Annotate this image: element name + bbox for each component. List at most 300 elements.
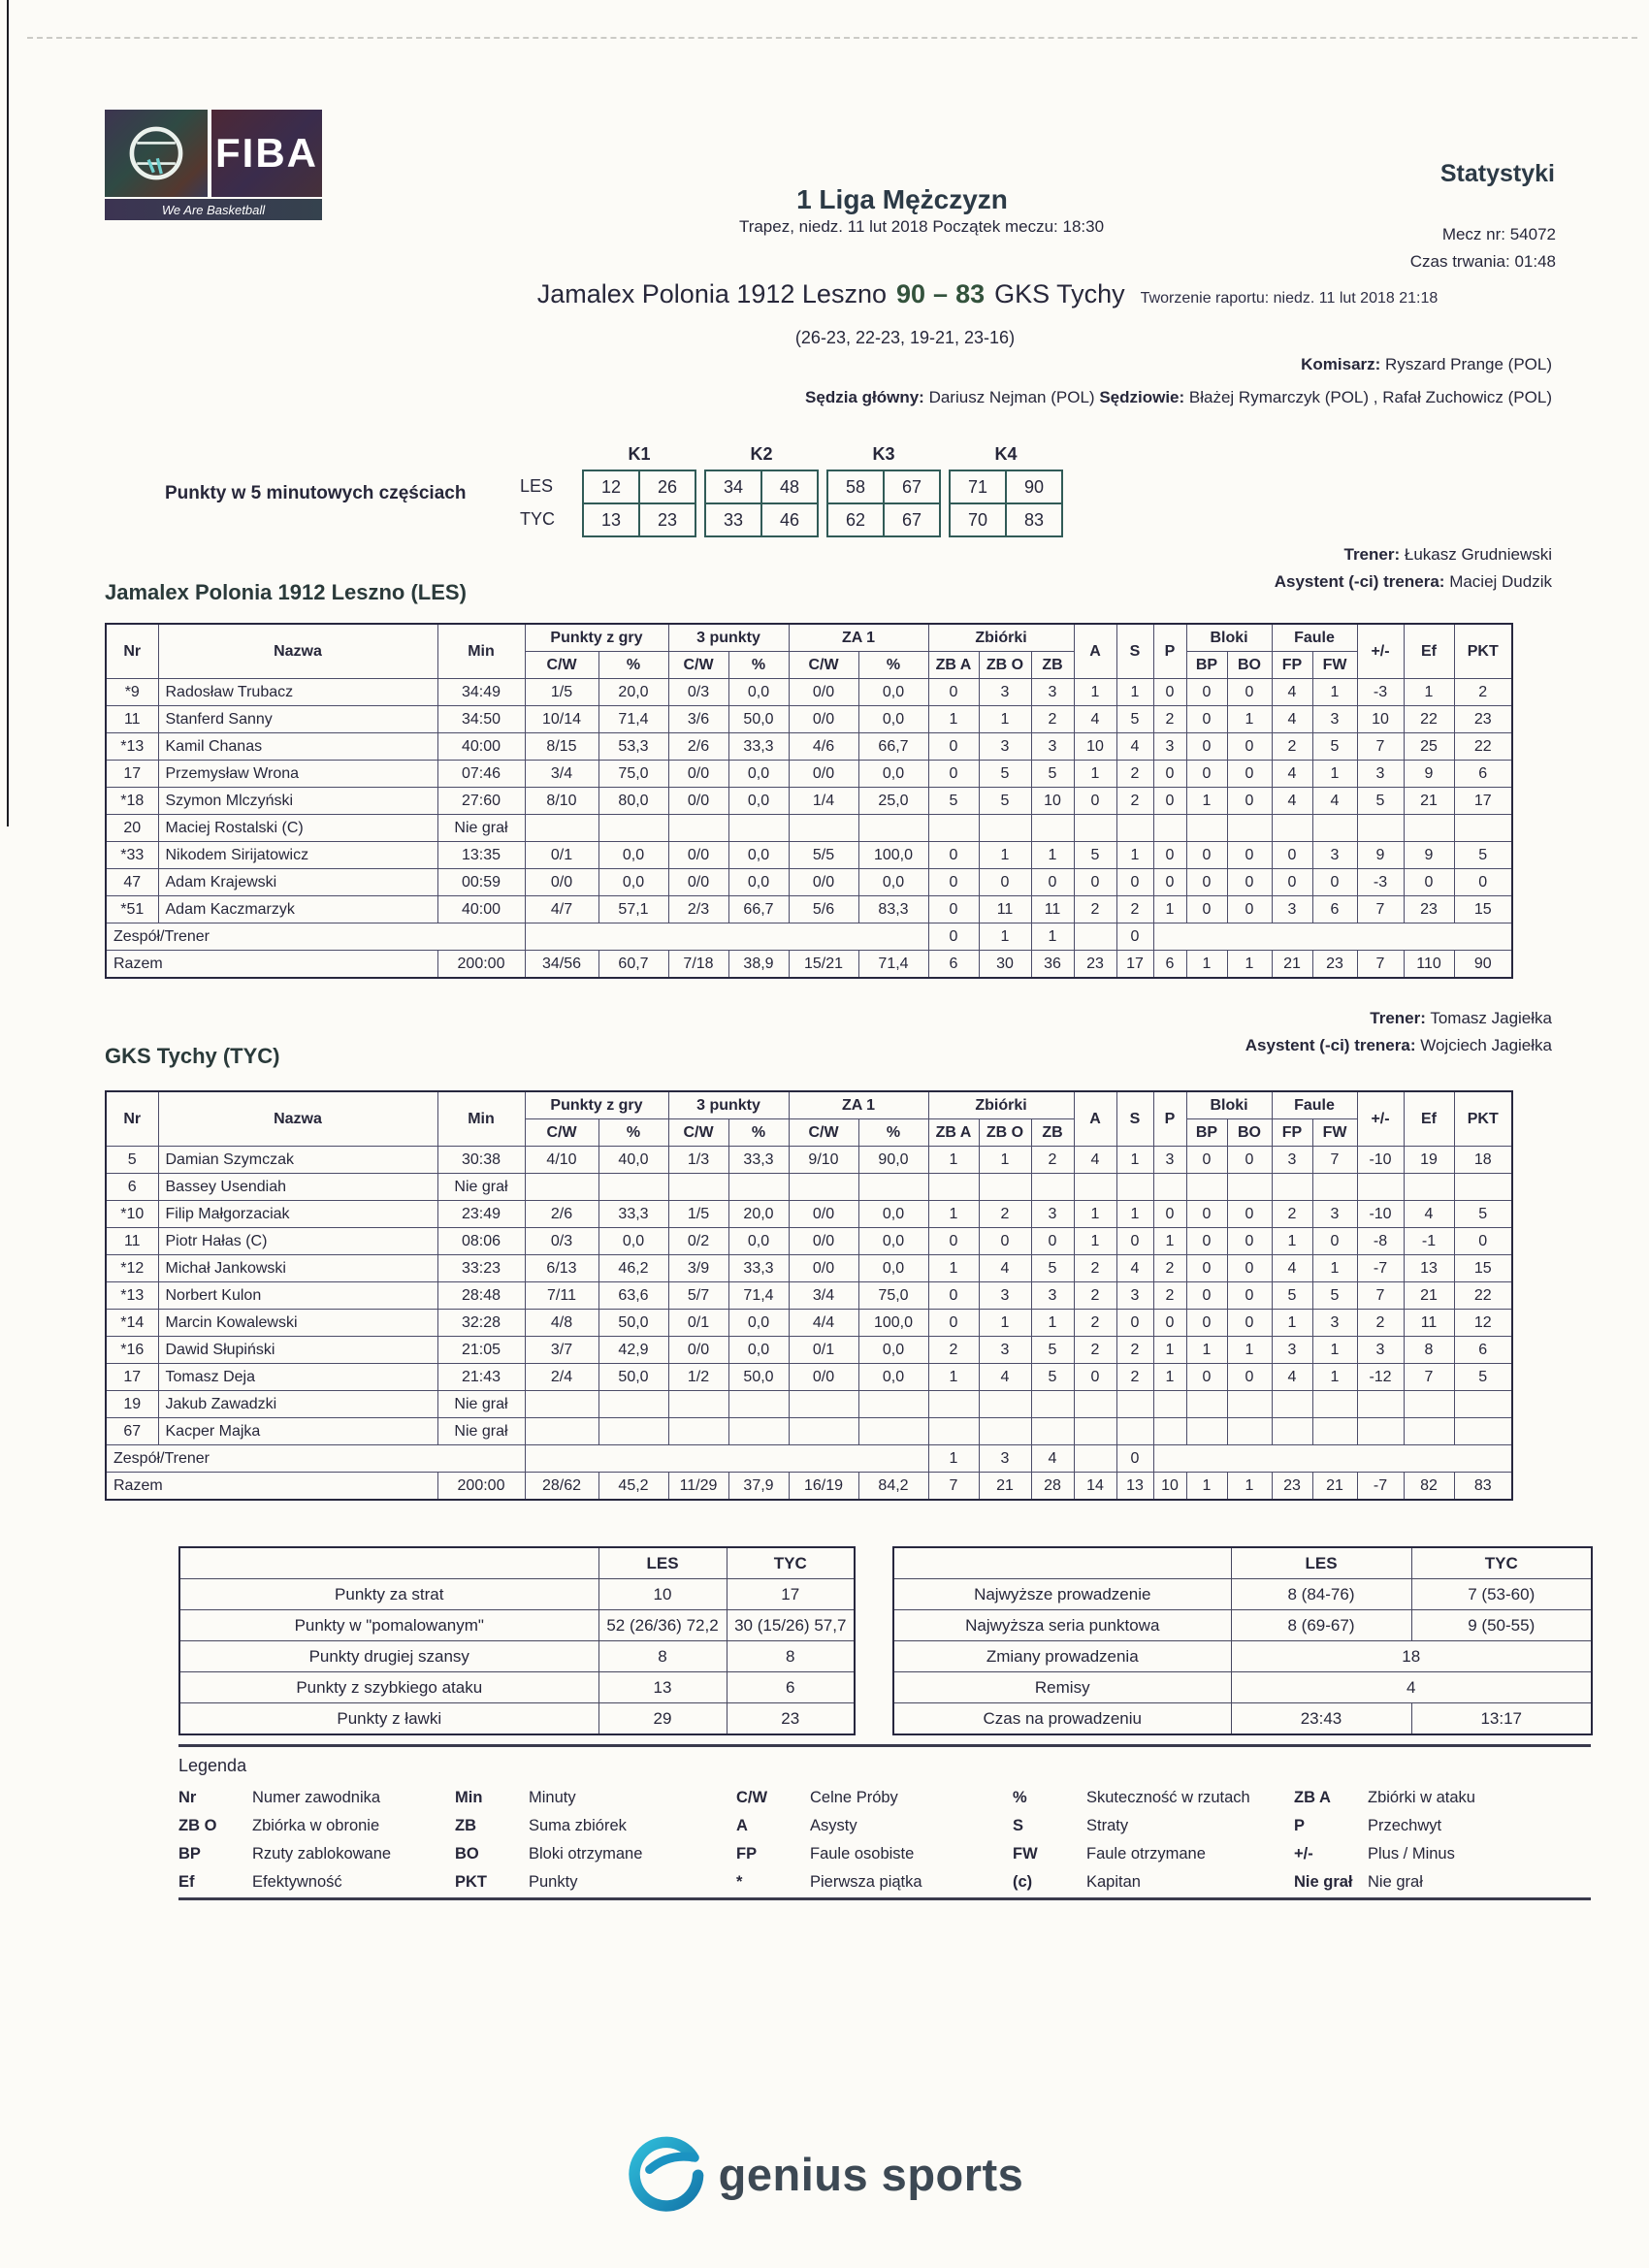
summary-value: 30 (15/26) 57,7 bbox=[727, 1610, 855, 1641]
stat-cell: 0 bbox=[928, 679, 979, 706]
stat-cell: 7 bbox=[1404, 1364, 1454, 1391]
quarter-score-table bbox=[582, 470, 696, 537]
stat-cell: 00:59 bbox=[437, 869, 525, 896]
stat-cell: 0 bbox=[928, 842, 979, 869]
stat-cell: 5/6 bbox=[789, 896, 858, 923]
stats-header-row bbox=[106, 1091, 1512, 1119]
quarter-box bbox=[826, 444, 941, 537]
stat-cell: 10 bbox=[1074, 733, 1116, 761]
stat-cell: *16 bbox=[106, 1337, 158, 1364]
genius-sports-wordmark: genius sports bbox=[718, 2149, 1024, 2200]
stat-cell: 1/3 bbox=[668, 1147, 728, 1174]
stat-cell: 0 bbox=[928, 1228, 979, 1255]
stat-cell: 12 bbox=[1454, 1310, 1512, 1337]
stat-cell bbox=[1312, 815, 1357, 842]
stat-cell: 0 bbox=[928, 869, 979, 896]
stat-cell: 83 bbox=[1454, 1473, 1512, 1501]
team-row-label: Zespół/Trener bbox=[106, 923, 525, 951]
stat-cell bbox=[728, 815, 789, 842]
column-header: BO bbox=[1227, 1119, 1272, 1147]
summary-value: 8 bbox=[727, 1641, 855, 1672]
column-header: Min bbox=[437, 624, 525, 679]
stat-cell bbox=[598, 1418, 668, 1445]
column-header: +/- bbox=[1357, 1091, 1404, 1147]
stat-cell bbox=[928, 1418, 979, 1445]
stat-cell: 10/14 bbox=[525, 706, 598, 733]
stat-cell: 4 bbox=[1074, 1147, 1116, 1174]
legend-abbr: FP bbox=[736, 1845, 758, 1863]
summary-header-row bbox=[179, 1547, 855, 1579]
quarter-period-label: K2 bbox=[750, 444, 773, 464]
stat-cell: 1 bbox=[1227, 1337, 1272, 1364]
stat-cell: 6 bbox=[106, 1174, 158, 1201]
quarter-box bbox=[582, 444, 696, 537]
legend-abbr: Nie grał bbox=[1294, 1873, 1353, 1891]
stat-cell: 33,3 bbox=[728, 1255, 789, 1282]
legend-abbr: BP bbox=[178, 1845, 201, 1863]
stat-cell: 27:60 bbox=[437, 788, 525, 815]
stat-cell bbox=[1031, 1391, 1074, 1418]
quarter-score-cell: 26 bbox=[639, 470, 695, 503]
column-header: Zbiórki bbox=[928, 1091, 1074, 1119]
stat-cell: 0 bbox=[1227, 1147, 1272, 1174]
column-header: % bbox=[858, 1119, 928, 1147]
summary-row bbox=[179, 1703, 855, 1735]
stat-cell: 82 bbox=[1404, 1473, 1454, 1501]
stat-cell bbox=[1357, 815, 1404, 842]
legend-desc: Celne Próby bbox=[810, 1789, 898, 1806]
stat-cell: 4 bbox=[1272, 1364, 1312, 1391]
stat-cell bbox=[1153, 1391, 1186, 1418]
tyc-coach-line bbox=[1245, 1005, 1552, 1032]
column-header: 3 punkty bbox=[668, 1091, 789, 1119]
stat-cell: 37,9 bbox=[728, 1473, 789, 1501]
column-header: C/W bbox=[668, 1119, 728, 1147]
stat-cell: 30:38 bbox=[437, 1147, 525, 1174]
stat-cell: 0 bbox=[1227, 1364, 1272, 1391]
stat-cell: 2/6 bbox=[668, 733, 728, 761]
stat-cell: 1 bbox=[1404, 679, 1454, 706]
column-header: Ef bbox=[1404, 624, 1454, 679]
player-row bbox=[106, 1364, 1512, 1391]
stat-cell bbox=[1312, 1174, 1357, 1201]
quarter-score-cell: 90 bbox=[1006, 470, 1062, 503]
quarter-score-row bbox=[583, 470, 695, 503]
stat-cell: 0 bbox=[1116, 923, 1153, 951]
stat-cell: 0,0 bbox=[858, 761, 928, 788]
summary-team-header: LES bbox=[1231, 1547, 1411, 1579]
stat-cell: 11/29 bbox=[668, 1473, 728, 1501]
stat-cell: 15 bbox=[1454, 1255, 1512, 1282]
stat-cell: 1 bbox=[1186, 788, 1227, 815]
player-name-cell: Adam Krajewski bbox=[158, 869, 437, 896]
stat-cell: 0,0 bbox=[858, 869, 928, 896]
stat-cell: 0/0 bbox=[525, 869, 598, 896]
stat-cell bbox=[1272, 1391, 1312, 1418]
stat-cell: 0,0 bbox=[728, 761, 789, 788]
stat-cell: 22 bbox=[1454, 733, 1512, 761]
stat-cell bbox=[1404, 1418, 1454, 1445]
stat-cell: 45,2 bbox=[598, 1473, 668, 1501]
stat-cell: 3 bbox=[979, 1282, 1031, 1310]
stat-cell bbox=[1404, 815, 1454, 842]
stat-cell bbox=[525, 1445, 928, 1473]
player-name-cell: Dawid Słupiński bbox=[158, 1337, 437, 1364]
stat-cell bbox=[1186, 1391, 1227, 1418]
summary-row bbox=[179, 1672, 855, 1703]
column-header: Faule bbox=[1272, 624, 1357, 652]
les-assistant-line bbox=[1275, 568, 1552, 596]
stat-cell bbox=[1186, 1418, 1227, 1445]
stat-cell bbox=[525, 1174, 598, 1201]
player-row bbox=[106, 761, 1512, 788]
stat-cell: *14 bbox=[106, 1310, 158, 1337]
player-name-cell: Tomasz Deja bbox=[158, 1364, 437, 1391]
scan-artifact-top bbox=[27, 37, 1637, 39]
stat-cell: 2 bbox=[1074, 1310, 1116, 1337]
stat-cell: 50,0 bbox=[728, 1364, 789, 1391]
stat-cell: 0 bbox=[1227, 1255, 1272, 1282]
stat-cell: 4/8 bbox=[525, 1310, 598, 1337]
quarter-score-row bbox=[950, 470, 1062, 503]
stat-cell: 5 bbox=[1454, 1201, 1512, 1228]
stat-cell: 200:00 bbox=[437, 951, 525, 979]
totals-label: Razem bbox=[106, 951, 437, 979]
stat-cell: *10 bbox=[106, 1201, 158, 1228]
summary-row bbox=[893, 1641, 1592, 1672]
stat-cell: 3 bbox=[1272, 896, 1312, 923]
quarter-score-cell: 62 bbox=[827, 503, 884, 536]
stat-cell: 10 bbox=[1357, 706, 1404, 733]
stat-cell: 0 bbox=[1074, 1364, 1116, 1391]
stat-cell: 4 bbox=[1074, 706, 1116, 733]
stat-cell: 0/0 bbox=[789, 1201, 858, 1228]
stat-cell: 2 bbox=[1116, 896, 1153, 923]
stat-cell bbox=[928, 1174, 979, 1201]
leads-summary-table bbox=[892, 1546, 1593, 1735]
stat-cell: 0 bbox=[1186, 896, 1227, 923]
player-row bbox=[106, 1418, 1512, 1445]
quarter-score-row bbox=[705, 470, 818, 503]
legend-abbr: * bbox=[736, 1873, 743, 1891]
stat-cell: 1 bbox=[1074, 1201, 1116, 1228]
genius-sports-icon bbox=[626, 2132, 705, 2217]
legend-abbr: +/- bbox=[1294, 1845, 1313, 1863]
summary-value: 7 (53-60) bbox=[1411, 1579, 1592, 1610]
stat-cell: 5 bbox=[1272, 1282, 1312, 1310]
stat-cell: 22 bbox=[1404, 706, 1454, 733]
stat-cell: 75,0 bbox=[858, 1282, 928, 1310]
legend-entry bbox=[736, 1840, 1013, 1868]
player-stats-table bbox=[105, 623, 1513, 979]
coach-label: Trener: bbox=[1370, 1009, 1426, 1027]
stat-cell: 1 bbox=[1312, 1255, 1357, 1282]
stat-cell: 2 bbox=[1074, 1255, 1116, 1282]
stat-cell: 7 bbox=[1357, 896, 1404, 923]
match-duration: Czas trwania: 01:48 bbox=[1409, 252, 1556, 271]
stat-cell: 3/4 bbox=[525, 761, 598, 788]
stat-cell: 0 bbox=[1116, 869, 1153, 896]
legend-desc: Straty bbox=[1086, 1817, 1129, 1834]
stat-cell: 25 bbox=[1404, 733, 1454, 761]
quarter-box bbox=[949, 444, 1063, 537]
stat-cell: 5 bbox=[1116, 706, 1153, 733]
column-header: % bbox=[728, 1119, 789, 1147]
stat-cell: 0 bbox=[1227, 1310, 1272, 1337]
stat-cell: 4 bbox=[1272, 1255, 1312, 1282]
stat-cell: 0 bbox=[1227, 1201, 1272, 1228]
stat-cell: 8/10 bbox=[525, 788, 598, 815]
stat-cell: 60,7 bbox=[598, 951, 668, 979]
totals-label: Razem bbox=[106, 1473, 437, 1501]
stat-cell: 30 bbox=[979, 951, 1031, 979]
legend-entry bbox=[178, 1784, 455, 1812]
stat-cell: 21 bbox=[979, 1473, 1031, 1501]
stat-cell: 7/18 bbox=[668, 951, 728, 979]
legend-entry bbox=[736, 1812, 1013, 1840]
legend-abbr: ZB O bbox=[178, 1817, 217, 1834]
summary-value: 9 (50-55) bbox=[1411, 1610, 1592, 1641]
stat-cell: 17 bbox=[1454, 788, 1512, 815]
summary-corner-cell bbox=[893, 1547, 1231, 1579]
stat-cell: 0 bbox=[1272, 842, 1312, 869]
column-header: C/W bbox=[789, 1119, 858, 1147]
quarter-team-label: LES bbox=[520, 476, 554, 496]
stat-cell: 0 bbox=[1312, 869, 1357, 896]
stat-cell: 1 bbox=[1312, 761, 1357, 788]
summary-team-header: TYC bbox=[1411, 1547, 1592, 1579]
stat-cell: 4 bbox=[1116, 733, 1153, 761]
quarter-scores-boxes bbox=[582, 444, 1063, 537]
player-stats-table bbox=[105, 1090, 1513, 1501]
stat-cell bbox=[1272, 1418, 1312, 1445]
stat-cell: 200:00 bbox=[437, 1473, 525, 1501]
stat-cell: 1 bbox=[928, 1255, 979, 1282]
stat-cell: 1/2 bbox=[668, 1364, 728, 1391]
stat-cell: 0 bbox=[1116, 1228, 1153, 1255]
player-name-cell: Piotr Hałas (C) bbox=[158, 1228, 437, 1255]
stat-cell: 3 bbox=[1357, 761, 1404, 788]
stat-cell bbox=[728, 1174, 789, 1201]
column-header: Nr bbox=[106, 1091, 158, 1147]
referees-line bbox=[805, 388, 1552, 407]
stat-cell: 0/0 bbox=[668, 788, 728, 815]
stat-cell: 0 bbox=[1227, 1282, 1272, 1310]
stat-cell: 1 bbox=[1031, 1310, 1074, 1337]
stat-cell: 0,0 bbox=[728, 1310, 789, 1337]
summary-row bbox=[893, 1579, 1592, 1610]
column-header: Nazwa bbox=[158, 624, 437, 679]
column-header: FW bbox=[1312, 652, 1357, 679]
legend-desc: Suma zbiórek bbox=[529, 1817, 627, 1834]
stat-cell: 4/6 bbox=[789, 733, 858, 761]
summary-value: 10 bbox=[598, 1579, 727, 1610]
quarter-period-label: K1 bbox=[628, 444, 651, 464]
player-name-cell: Marcin Kowalewski bbox=[158, 1310, 437, 1337]
stat-cell bbox=[1227, 1391, 1272, 1418]
stat-cell: 0 bbox=[1272, 869, 1312, 896]
legend-desc: Zbiórki w ataku bbox=[1368, 1789, 1475, 1806]
stat-cell: 19 bbox=[1404, 1147, 1454, 1174]
summary-label: Remisy bbox=[893, 1672, 1231, 1703]
column-header: FP bbox=[1272, 652, 1312, 679]
stat-cell: 0/1 bbox=[525, 842, 598, 869]
tyc-coach-lines bbox=[1245, 1005, 1552, 1059]
stat-cell: 84,2 bbox=[858, 1473, 928, 1501]
column-header: Bloki bbox=[1186, 1091, 1272, 1119]
stat-cell: 2 bbox=[1031, 706, 1074, 733]
legend-desc: Skuteczność w rzutach bbox=[1086, 1789, 1250, 1806]
stat-cell bbox=[789, 1391, 858, 1418]
column-header: P bbox=[1153, 624, 1186, 679]
legend-entry bbox=[455, 1868, 736, 1896]
stat-cell bbox=[668, 815, 728, 842]
stat-cell: 2 bbox=[1272, 733, 1312, 761]
stat-cell bbox=[1116, 1391, 1153, 1418]
stat-cell: 0 bbox=[1186, 679, 1227, 706]
legend-entry bbox=[1013, 1812, 1294, 1840]
stat-cell: 13:35 bbox=[437, 842, 525, 869]
stat-cell: 3 bbox=[979, 733, 1031, 761]
column-header: C/W bbox=[789, 652, 858, 679]
stat-cell: 66,7 bbox=[728, 896, 789, 923]
legend-entry bbox=[1013, 1784, 1294, 1812]
stat-cell: 3 bbox=[1357, 1337, 1404, 1364]
stat-cell: 0,0 bbox=[858, 679, 928, 706]
stat-cell: 57,1 bbox=[598, 896, 668, 923]
legend-desc: Asysty bbox=[810, 1817, 857, 1834]
stat-cell bbox=[1312, 1418, 1357, 1445]
stat-cell: 0 bbox=[1186, 1282, 1227, 1310]
tyc-section-header bbox=[105, 999, 1552, 1086]
stat-cell: 0/1 bbox=[789, 1337, 858, 1364]
points-summary-table-mount bbox=[178, 1546, 856, 1735]
quarter-score-cell: 13 bbox=[583, 503, 639, 536]
summary-label: Punkty z szybkiego ataku bbox=[179, 1672, 598, 1703]
stat-cell: 67 bbox=[106, 1418, 158, 1445]
stat-cell: 1 bbox=[1116, 1147, 1153, 1174]
stat-cell bbox=[598, 815, 668, 842]
stat-cell: 5 bbox=[1031, 761, 1074, 788]
column-header: % bbox=[598, 652, 668, 679]
summary-value: 8 (69-67) bbox=[1231, 1610, 1411, 1641]
stat-cell bbox=[1454, 815, 1512, 842]
tyc-stats-table-mount bbox=[105, 1090, 1513, 1501]
les-team-title: Jamalex Polonia 1912 Leszno (LES) bbox=[105, 580, 467, 604]
stat-cell: 1 bbox=[1272, 1310, 1312, 1337]
stat-cell: 7 bbox=[1357, 951, 1404, 979]
column-header: ZA 1 bbox=[789, 624, 928, 652]
stat-cell: 1 bbox=[1031, 923, 1074, 951]
stat-cell bbox=[979, 815, 1031, 842]
stat-cell: 11 bbox=[106, 706, 158, 733]
legend-desc: Bloki otrzymane bbox=[529, 1845, 643, 1863]
legend-entry bbox=[736, 1784, 1013, 1812]
stat-cell: 19 bbox=[106, 1391, 158, 1418]
stat-cell: 0,0 bbox=[728, 842, 789, 869]
column-header: Nr bbox=[106, 624, 158, 679]
stat-cell: 11 bbox=[979, 896, 1031, 923]
stat-cell: 0 bbox=[1186, 1255, 1227, 1282]
stat-cell: 0 bbox=[1227, 869, 1272, 896]
column-header: FW bbox=[1312, 1119, 1357, 1147]
stat-cell bbox=[728, 1418, 789, 1445]
stat-cell: 4/10 bbox=[525, 1147, 598, 1174]
stat-cell: 22 bbox=[1454, 1282, 1512, 1310]
legend-abbr: ZB bbox=[455, 1817, 476, 1834]
stat-cell: 0 bbox=[1454, 869, 1512, 896]
stat-cell: 0 bbox=[1227, 733, 1272, 761]
quarter-score-cell: 23 bbox=[639, 503, 695, 536]
legend-entry bbox=[1294, 1840, 1475, 1868]
stat-cell: 1 bbox=[1153, 1337, 1186, 1364]
column-header: S bbox=[1116, 624, 1153, 679]
stat-cell: 7 bbox=[1357, 733, 1404, 761]
stat-cell: 3 bbox=[1272, 1147, 1312, 1174]
legend-grid bbox=[178, 1784, 1604, 1896]
summary-value: 23:43 bbox=[1231, 1703, 1411, 1735]
stat-cell: 3 bbox=[1031, 733, 1074, 761]
stat-cell: -1 bbox=[1404, 1228, 1454, 1255]
team-totals-row bbox=[106, 923, 1512, 951]
stat-cell: 75,0 bbox=[598, 761, 668, 788]
player-name-cell: Szymon Mlczyński bbox=[158, 788, 437, 815]
legend-entry bbox=[1294, 1784, 1475, 1812]
stat-cell: 0 bbox=[1186, 1147, 1227, 1174]
stat-cell: 1 bbox=[1074, 679, 1116, 706]
head-referee-name: Dariusz Nejman (POL) bbox=[928, 388, 1095, 406]
stat-cell: 0 bbox=[1227, 842, 1272, 869]
stat-cell: 3 bbox=[1312, 842, 1357, 869]
stat-cell: 15 bbox=[1454, 896, 1512, 923]
stat-cell: 9/10 bbox=[789, 1147, 858, 1174]
stat-cell: -12 bbox=[1357, 1364, 1404, 1391]
column-header: ZB O bbox=[979, 1119, 1031, 1147]
away-score: 83 bbox=[955, 279, 986, 308]
coach-name: Łukasz Grudniewski bbox=[1404, 545, 1552, 564]
stat-cell: 2/6 bbox=[525, 1201, 598, 1228]
summary-corner-cell bbox=[179, 1547, 598, 1579]
stat-cell: 0,0 bbox=[858, 1337, 928, 1364]
column-header: % bbox=[858, 652, 928, 679]
stat-cell: 3 bbox=[1031, 1282, 1074, 1310]
stat-cell: -7 bbox=[1357, 1255, 1404, 1282]
divider-line bbox=[178, 1744, 1591, 1747]
stat-cell bbox=[858, 1391, 928, 1418]
assistant-label: Asystent (-ci) trenera: bbox=[1274, 572, 1445, 591]
home-team-name: Jamalex Polonia 1912 Leszno bbox=[536, 279, 887, 308]
legend-abbr: ZB A bbox=[1294, 1789, 1331, 1806]
stat-cell: 0 bbox=[1227, 788, 1272, 815]
summary-label: Punkty drugiej szansy bbox=[179, 1641, 598, 1672]
stat-cell: 66,7 bbox=[858, 733, 928, 761]
stat-cell: 71,4 bbox=[598, 706, 668, 733]
legend-abbr: P bbox=[1294, 1817, 1306, 1834]
stat-cell: 3 bbox=[1031, 1201, 1074, 1228]
summary-value: 23 bbox=[727, 1703, 855, 1735]
stat-cell bbox=[525, 1418, 598, 1445]
stat-cell bbox=[1272, 815, 1312, 842]
stat-cell bbox=[789, 1174, 858, 1201]
stat-cell: 83,3 bbox=[858, 896, 928, 923]
player-row bbox=[106, 1310, 1512, 1337]
stat-cell bbox=[668, 1174, 728, 1201]
stat-cell: 63,6 bbox=[598, 1282, 668, 1310]
quarter-score-cell: 33 bbox=[705, 503, 761, 536]
stat-cell: 40:00 bbox=[437, 896, 525, 923]
stat-cell bbox=[1074, 923, 1116, 951]
stat-cell: 1 bbox=[1153, 1364, 1186, 1391]
